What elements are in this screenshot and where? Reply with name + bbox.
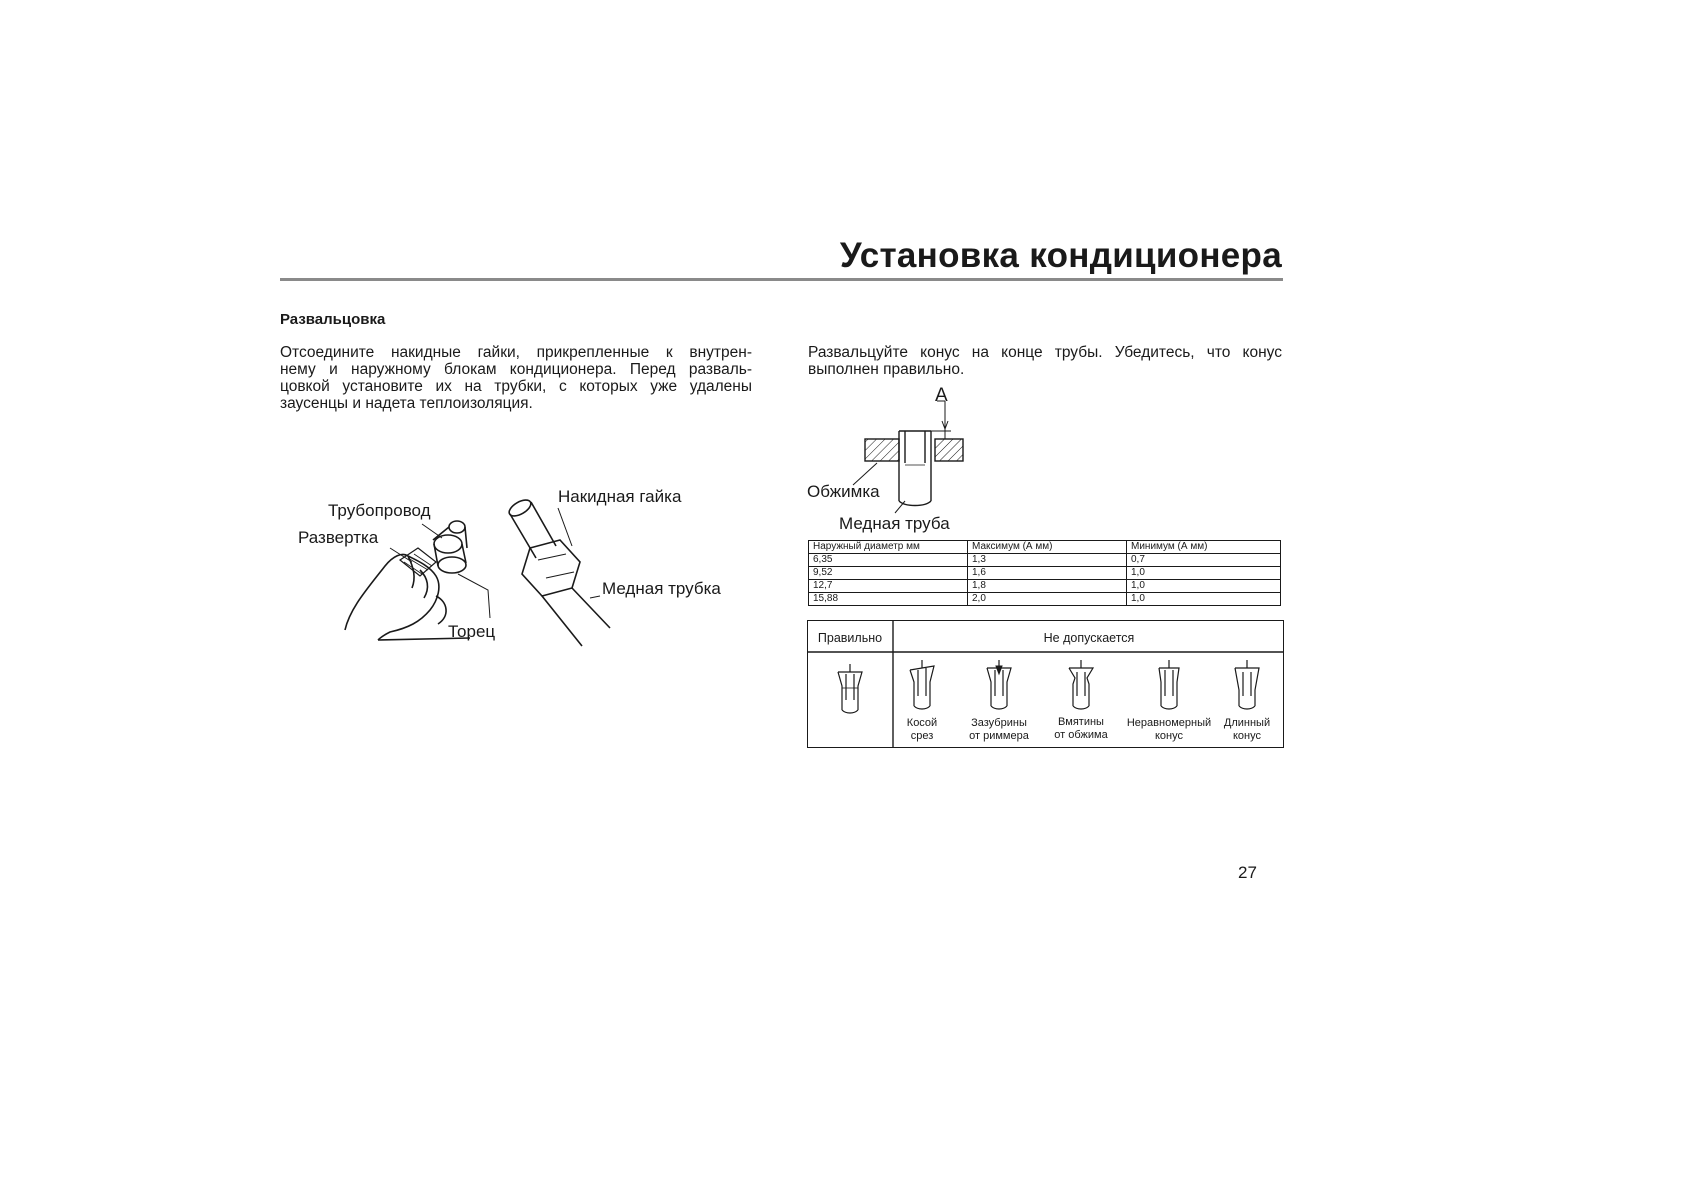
label-copper-tube: Медная трубка: [602, 579, 721, 598]
column-header: Наружный диаметр мм: [809, 541, 968, 554]
table-row: [809, 593, 1281, 606]
table-header-row: [809, 541, 1281, 554]
table-row: [809, 580, 1281, 593]
table-cell: 6,35: [809, 554, 968, 567]
label-dimension-a: A: [935, 385, 948, 406]
defect-label: Косой: [906, 717, 938, 729]
defect-label: Зазубрины: [971, 717, 1027, 729]
table-cell: 1,8: [968, 580, 1127, 593]
flare-correct-icon: [838, 664, 862, 713]
table-cell: 1,3: [968, 554, 1127, 567]
correct-label: Правильно: [817, 631, 883, 645]
die-block-left: [865, 439, 899, 461]
column-header: Максимум (А мм): [968, 541, 1127, 554]
table-cell: 2,0: [968, 593, 1127, 606]
flare-dents-icon: [1069, 660, 1093, 709]
column-header: Минимум (А мм): [1127, 541, 1281, 554]
table-cell: 15,88: [809, 593, 968, 606]
table-cell: 1,0: [1127, 567, 1281, 580]
paragraph-line: Развальцуйте конус на конце трубы. Убедитесь, что конус: [808, 344, 1282, 361]
paragraph-line: заусенцы и надета теплоизоляция.: [280, 395, 533, 412]
table-cell: 12,7: [809, 580, 968, 593]
flare-burrs-icon: [987, 660, 1011, 709]
defect-label: Неравномерный: [1126, 717, 1212, 729]
label-pipe-end: Торец: [448, 622, 496, 641]
label-copper-pipe: Медная труба: [839, 514, 950, 533]
flare-oblique-cut-icon: [910, 660, 934, 709]
intro-paragraph: [280, 344, 752, 412]
flare-defects-grid: [807, 620, 1284, 748]
paragraph-line: нему и наружному блокам кондиционера. Перед разваль-: [280, 361, 752, 378]
label-pipeline: Трубопровод: [328, 501, 431, 520]
paragraph-line: выполнен правильно.: [808, 361, 965, 378]
defect-label: Длинный: [1223, 717, 1271, 729]
paragraph-line: цовкой установите их на трубки, с которых уже удалены: [280, 378, 752, 395]
defect-label: Вмятины: [1058, 716, 1104, 728]
title-divider: [280, 278, 1283, 281]
flare-nut-drawing: [507, 497, 610, 646]
page-title: Установка кондиционера: [839, 236, 1282, 275]
flaring-paragraph: [808, 344, 1282, 378]
flare-uneven-cone-icon: [1159, 660, 1179, 709]
defect-label: конус: [1154, 730, 1184, 742]
page-number: 27: [1238, 863, 1257, 882]
die-block-right: [935, 439, 963, 461]
reaming-figure: [290, 478, 760, 650]
flare-long-cone-icon: [1235, 660, 1259, 709]
table-row: [809, 567, 1281, 580]
defect-label: конус: [1232, 730, 1262, 742]
label-die: Обжимка: [807, 482, 880, 501]
table-row: [809, 554, 1281, 567]
label-flare-nut: Накидная гайка: [558, 487, 682, 506]
pipe-segment-drawing: [433, 521, 467, 573]
defect-label: от риммера: [969, 730, 1029, 742]
not-allowed-label: Не допускается: [1043, 631, 1135, 645]
table-cell: 9,52: [809, 567, 968, 580]
table-cell: 0,7: [1127, 554, 1281, 567]
flare-dimensions-table: [808, 540, 1281, 606]
flare-section-figure: [805, 383, 1005, 535]
label-reamer: Развертка: [298, 528, 379, 547]
table-cell: 1,0: [1127, 580, 1281, 593]
defect-label: срез: [910, 730, 934, 742]
table-cell: 1,6: [968, 567, 1127, 580]
paragraph-line: Отсоедините накидные гайки, прикрепленные к внутрен-: [280, 344, 752, 361]
defect-label: от обжима: [1054, 729, 1108, 741]
section-heading: Развальцовка: [280, 311, 386, 328]
table-cell: 1,0: [1127, 593, 1281, 606]
